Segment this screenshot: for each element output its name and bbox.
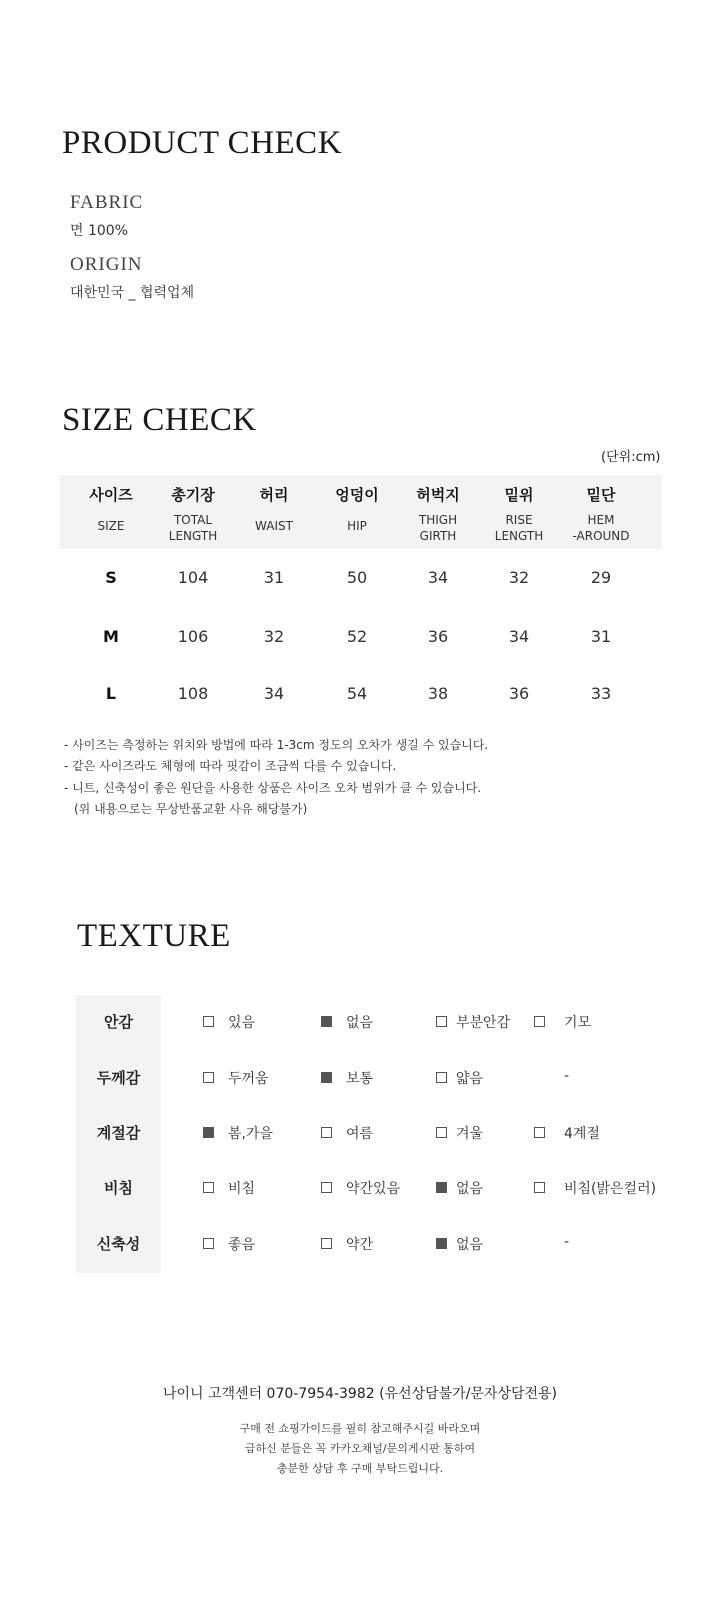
texture-option-label: 보통 xyxy=(346,1071,374,1087)
unit-label: (단위:cm) xyxy=(601,450,661,465)
size-cell: 31 xyxy=(263,568,285,587)
texture-row-label: 안감 xyxy=(104,1013,133,1031)
size-cell: 31 xyxy=(590,627,612,646)
col-header-rise-ko: 밑위 xyxy=(504,486,534,504)
footer-line: 급하신 분들은 꼭 카카오채널/문의게시판 통하여 xyxy=(244,1442,476,1455)
col-header-hip-ko: 엉덩이 xyxy=(335,486,379,504)
texture-option-label: - xyxy=(564,1234,570,1250)
texture-option-label: 두꺼움 xyxy=(228,1071,269,1087)
size-note: - 같은 사이즈라도 체형에 따라 핏감이 조금씩 다를 수 있습니다. xyxy=(64,759,397,773)
checked-box-icon xyxy=(436,1182,447,1193)
size-cell: 108 xyxy=(177,684,209,703)
size-cell: 52 xyxy=(346,627,368,646)
size-cell: 34 xyxy=(263,684,285,703)
unchecked-box-icon xyxy=(321,1238,332,1249)
col-header-total-ko: 총기장 xyxy=(171,486,215,504)
col-header-hem-en1: HEM xyxy=(587,513,615,527)
texture-option-label: 좋음 xyxy=(228,1237,256,1253)
size-row-label: M xyxy=(103,627,119,646)
col-header-thigh-en1: THIGH xyxy=(418,513,458,527)
col-header-size-en: SIZE xyxy=(97,519,125,533)
col-header-rise-en2: LENGTH xyxy=(494,529,544,543)
size-cell: 34 xyxy=(508,627,530,646)
col-header-rise-en1: RISE xyxy=(505,513,533,527)
texture-option-label: - xyxy=(564,1068,570,1084)
texture-option-label: 없음 xyxy=(456,1181,484,1197)
texture-option-label: 약간있음 xyxy=(346,1181,401,1197)
size-cell: 34 xyxy=(427,568,449,587)
col-header-hip-en: HIP xyxy=(347,519,367,533)
size-note: (위 내용으로는 무상반품교환 사유 해당불가) xyxy=(74,802,308,816)
size-cell: 32 xyxy=(263,627,285,646)
texture-row-label: 두께감 xyxy=(96,1069,141,1087)
texture-option-label: 약간 xyxy=(346,1237,374,1253)
texture-option-label: 있음 xyxy=(228,1015,256,1031)
size-cell: 106 xyxy=(177,627,209,646)
texture-option-label: 얇음 xyxy=(456,1071,484,1087)
size-cell: 104 xyxy=(177,568,209,587)
customer-center-contact: 나이니 고객센터 070-7954-3982 (유선상담불가/문자상담전용) xyxy=(162,1386,558,1402)
checked-box-icon xyxy=(436,1238,447,1249)
unchecked-box-icon xyxy=(436,1016,447,1027)
unchecked-box-icon xyxy=(534,1182,545,1193)
size-cell: 32 xyxy=(508,568,530,587)
col-header-thigh-en2: GIRTH xyxy=(419,529,457,543)
checked-box-icon xyxy=(321,1072,332,1083)
texture-option-label: 없음 xyxy=(456,1237,484,1253)
size-row-label: L xyxy=(105,684,117,703)
texture-option-label: 부분안감 xyxy=(456,1015,511,1031)
size-cell: 33 xyxy=(590,684,612,703)
checked-box-icon xyxy=(203,1127,214,1138)
col-header-size-ko: 사이즈 xyxy=(89,486,133,504)
col-header-thigh-ko: 허벅지 xyxy=(416,486,460,504)
unchecked-box-icon xyxy=(436,1072,447,1083)
product-check-title: PRODUCT CHECK xyxy=(62,125,343,161)
unchecked-box-icon xyxy=(534,1016,545,1027)
col-header-hem-en2: -AROUND xyxy=(572,529,630,543)
size-cell: 50 xyxy=(346,568,368,587)
size-cell: 38 xyxy=(427,684,449,703)
origin-value: 대한민국 _ 협력업체 xyxy=(70,285,195,301)
fabric-label: FABRIC xyxy=(70,192,144,213)
texture-option-label: 4계절 xyxy=(564,1126,600,1142)
unchecked-box-icon xyxy=(321,1182,332,1193)
size-cell: 29 xyxy=(590,568,612,587)
size-check-title: SIZE CHECK xyxy=(62,402,257,438)
texture-option-label: 비침 xyxy=(228,1181,256,1197)
fabric-value: 면 100% xyxy=(70,223,128,239)
size-note: - 니트, 신축성이 좋은 원단을 사용한 상품은 사이즈 오차 범위가 클 수 있습니다. xyxy=(64,781,482,795)
checked-box-icon xyxy=(321,1016,332,1027)
footer-line: 충분한 상담 후 구매 부탁드립니다. xyxy=(276,1462,444,1475)
col-header-hem-ko: 밑단 xyxy=(586,486,616,504)
texture-option-label: 봄,가을 xyxy=(228,1126,274,1142)
unchecked-box-icon xyxy=(321,1127,332,1138)
texture-option-label: 겨울 xyxy=(456,1126,484,1142)
col-header-waist-ko: 허리 xyxy=(259,486,289,504)
footer-line: 구매 전 쇼핑가이드를 필히 참고해주시길 바라오며 xyxy=(239,1422,481,1435)
unchecked-box-icon xyxy=(203,1072,214,1083)
texture-option-label: 비침(밝은컬러) xyxy=(564,1181,657,1197)
size-cell: 36 xyxy=(427,627,449,646)
unchecked-box-icon xyxy=(203,1238,214,1249)
size-cell: 36 xyxy=(508,684,530,703)
unchecked-box-icon xyxy=(203,1182,214,1193)
texture-row-label: 신축성 xyxy=(96,1235,141,1253)
unchecked-box-icon xyxy=(203,1016,214,1027)
col-header-waist-en: WAIST xyxy=(255,519,293,533)
texture-row-label: 비침 xyxy=(104,1179,133,1197)
texture-row-label: 계절감 xyxy=(96,1124,141,1142)
col-header-total-en1: TOTAL xyxy=(173,513,213,527)
texture-option-label: 없음 xyxy=(346,1015,374,1031)
size-note: - 사이즈는 측정하는 위치와 방법에 따라 1-3cm 정도의 오차가 생길 수 있습니다. xyxy=(64,738,489,752)
texture-option-label: 여름 xyxy=(346,1126,374,1142)
texture-title: TEXTURE xyxy=(77,918,231,954)
unchecked-box-icon xyxy=(436,1127,447,1138)
unchecked-box-icon xyxy=(534,1127,545,1138)
size-row-label: S xyxy=(105,568,117,587)
origin-label: ORIGIN xyxy=(70,254,143,275)
col-header-total-en2: LENGTH xyxy=(168,529,218,543)
size-cell: 54 xyxy=(346,684,368,703)
texture-option-label: 기모 xyxy=(564,1015,592,1031)
